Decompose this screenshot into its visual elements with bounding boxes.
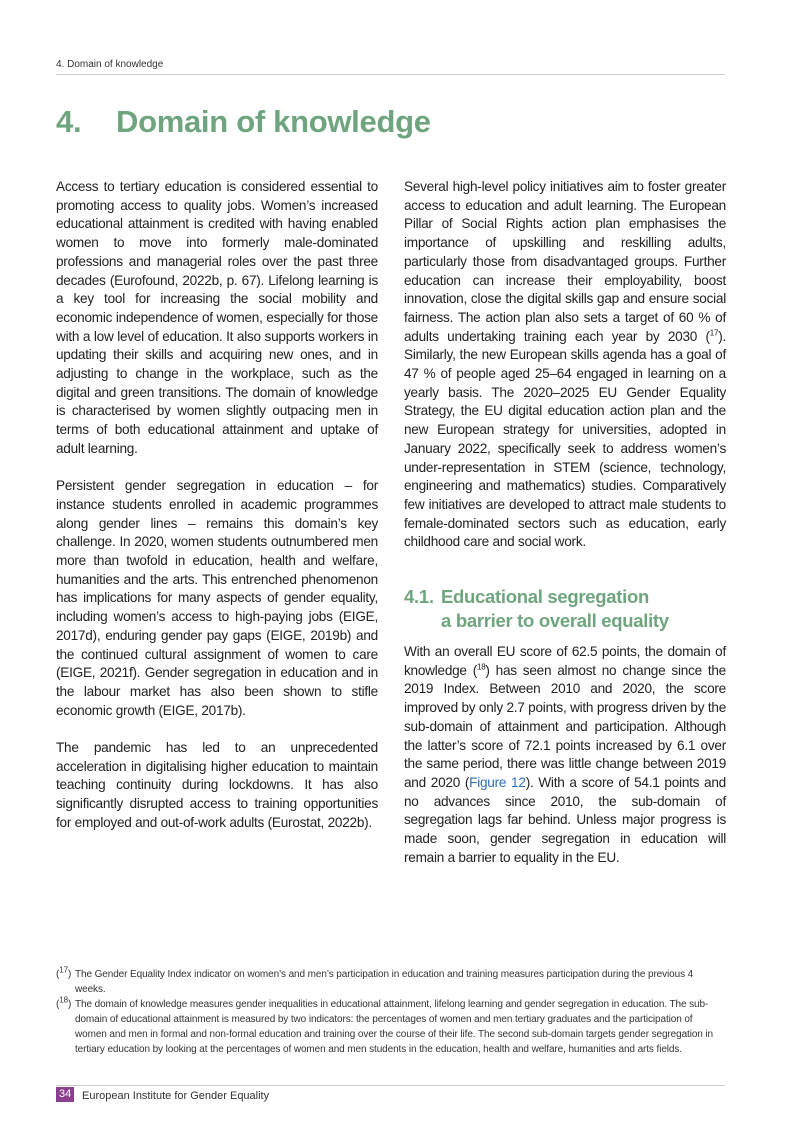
paragraph: Access to tertiary education is considered essential to promoting access to quality jobs. Women’s increased educational attainment is credited with having enabled women to move into formerly male-dominated professions and managerial roles over the past three decades (Eurofound, 2022b, p. 67). Lifelong learning is a key tool for increasing the social mobility and economic independence of women, especially for those with a low level of education. It also supports workers in updating their skills and acquiring new ones, and in adjusting to change in the workplace, such as the digital and green transitions. The domain of knowledge is characterised by women slightly outpacing men in terms of both educational attainment and uptake of adult learning. xyxy=(56,179,378,456)
footnote xyxy=(56,967,725,997)
footer-publisher: European Institute for Gender Equality xyxy=(82,1090,270,1102)
page-number: 34 xyxy=(56,1087,74,1102)
text: Several high-level policy initiatives aim to foster greater access to education and adult learning. The European Pillar of Social Rights action plan emphasises the importance of upskilling and reskilling adults, particularly those from disadvantaged groups. Further education can increase their employability, boost innovation, close the digital skills gap and ensure social fairness. The action plan also sets a target of 60 % of adults undertaking training each year by 2030 ( xyxy=(404,179,726,344)
figure-12-link[interactable]: Figure 12 xyxy=(469,774,526,790)
chapter-number: 4. xyxy=(56,104,82,139)
footnote-ref-17[interactable]: 17 xyxy=(709,328,719,338)
footer-divider xyxy=(56,1085,725,1086)
paragraph xyxy=(404,178,726,552)
text: ). Similarly, the new European skills agenda has a goal of 47 % of people aged 25–64 engaged in learning on a yearly basis. The 2020–2025 EU Gender Equality Strategy, the EU digital education action plan and the new European strategy for universities, adopted in January 2022, specifically seek to address women’s under-representation in STEM (science, technology, engineering and mathematics) studies. Comparatively few initiatives are developed to attract male students to female-dominated sectors such as education, early childhood care and social work. xyxy=(404,328,726,550)
text: ). With a score of 54.1 points and no advances since 2010, the sub-domain of segregation lags far behind. Unless major progress is made soon, gender segregation in education will remain a barrier to equality in the EU. xyxy=(404,774,726,865)
chapter-title xyxy=(56,104,431,140)
footnote-ref-18[interactable]: 18 xyxy=(477,662,486,672)
footnote-number: 18 xyxy=(59,995,68,1005)
paragraph: Persistent gender segregation in education – for instance students enrolled in academic programmes along gender lines – remains this domain’s key challenge. In 2020, women students outnumbered men more than twofold in education, health and welfare, humanities and the arts. This entrenched phenomenon has implications for many aspects of gender equality, including women’s access to high-paying jobs (EIGE, 2017d), enduring gender pay gaps (EIGE, 2019b) and the continued cultural assignment of women to care (EIGE, 2021f). Gender segregation in education and in the labour market has also been shown to stifle economic growth (EIGE, 2017b). xyxy=(56,478,378,718)
header-divider xyxy=(56,74,725,75)
running-head: 4. Domain of knowledge xyxy=(56,59,164,70)
chapter-title-text: Domain of knowledge xyxy=(116,104,431,139)
footnote-number: 17 xyxy=(59,965,68,975)
section-heading xyxy=(404,585,726,633)
footnote-mark: ($^{18}$) xyxy=(56,995,72,1010)
footnote-text: The Gender Equality Index indicator on women’s and men’s participation in education and training measures participation during the previous 4 weeks. xyxy=(75,969,694,995)
paragraph: The pandemic has led to an unprecedented acceleration in digitalising higher education to maintain teaching continuity during lockdowns. It has also significantly disrupted access to training opportunities for employed and out-of-work adults (Eurostat, 2022b). xyxy=(56,740,378,830)
footnote-mark: ($^{17}$) xyxy=(56,965,72,980)
section-title-line2: a barrier to overall equality xyxy=(441,610,669,632)
text: ) has seen almost no change since the 2019 Index. Between 2010 and 2020, the score improved by only 2.7 points, with progress driven by the sub-domain of attainment and participation. Although the latter’s score of 72.1 points increased by 6.1 over the same period, there was little change between 2019 and 2020 ( xyxy=(404,662,726,790)
footnote xyxy=(56,997,725,1057)
footnotes xyxy=(56,967,725,1057)
section-number: 4.1. xyxy=(404,586,434,608)
paragraph xyxy=(404,643,726,867)
text: With an overall EU score of 62.5 points, the domain of knowledge ( xyxy=(404,644,726,678)
footnote-text: The domain of knowledge measures gender inequalities in educational attainment, lifelong learning and gender segregation in education. The sub-domain of educational attainment is measured by two indicators: the percentages of women and men tertiary graduates and the participation of women and men in formal and non-formal education and training over the course of their life. The second sub-domain targets gender segregation in tertiary education by looking at the percentages of women and men students in the education, health and welfare, humanities and arts fields. xyxy=(75,999,714,1055)
section-title-line1: Educational segregation xyxy=(441,586,649,608)
right-column xyxy=(404,178,726,886)
left-column xyxy=(56,178,378,851)
